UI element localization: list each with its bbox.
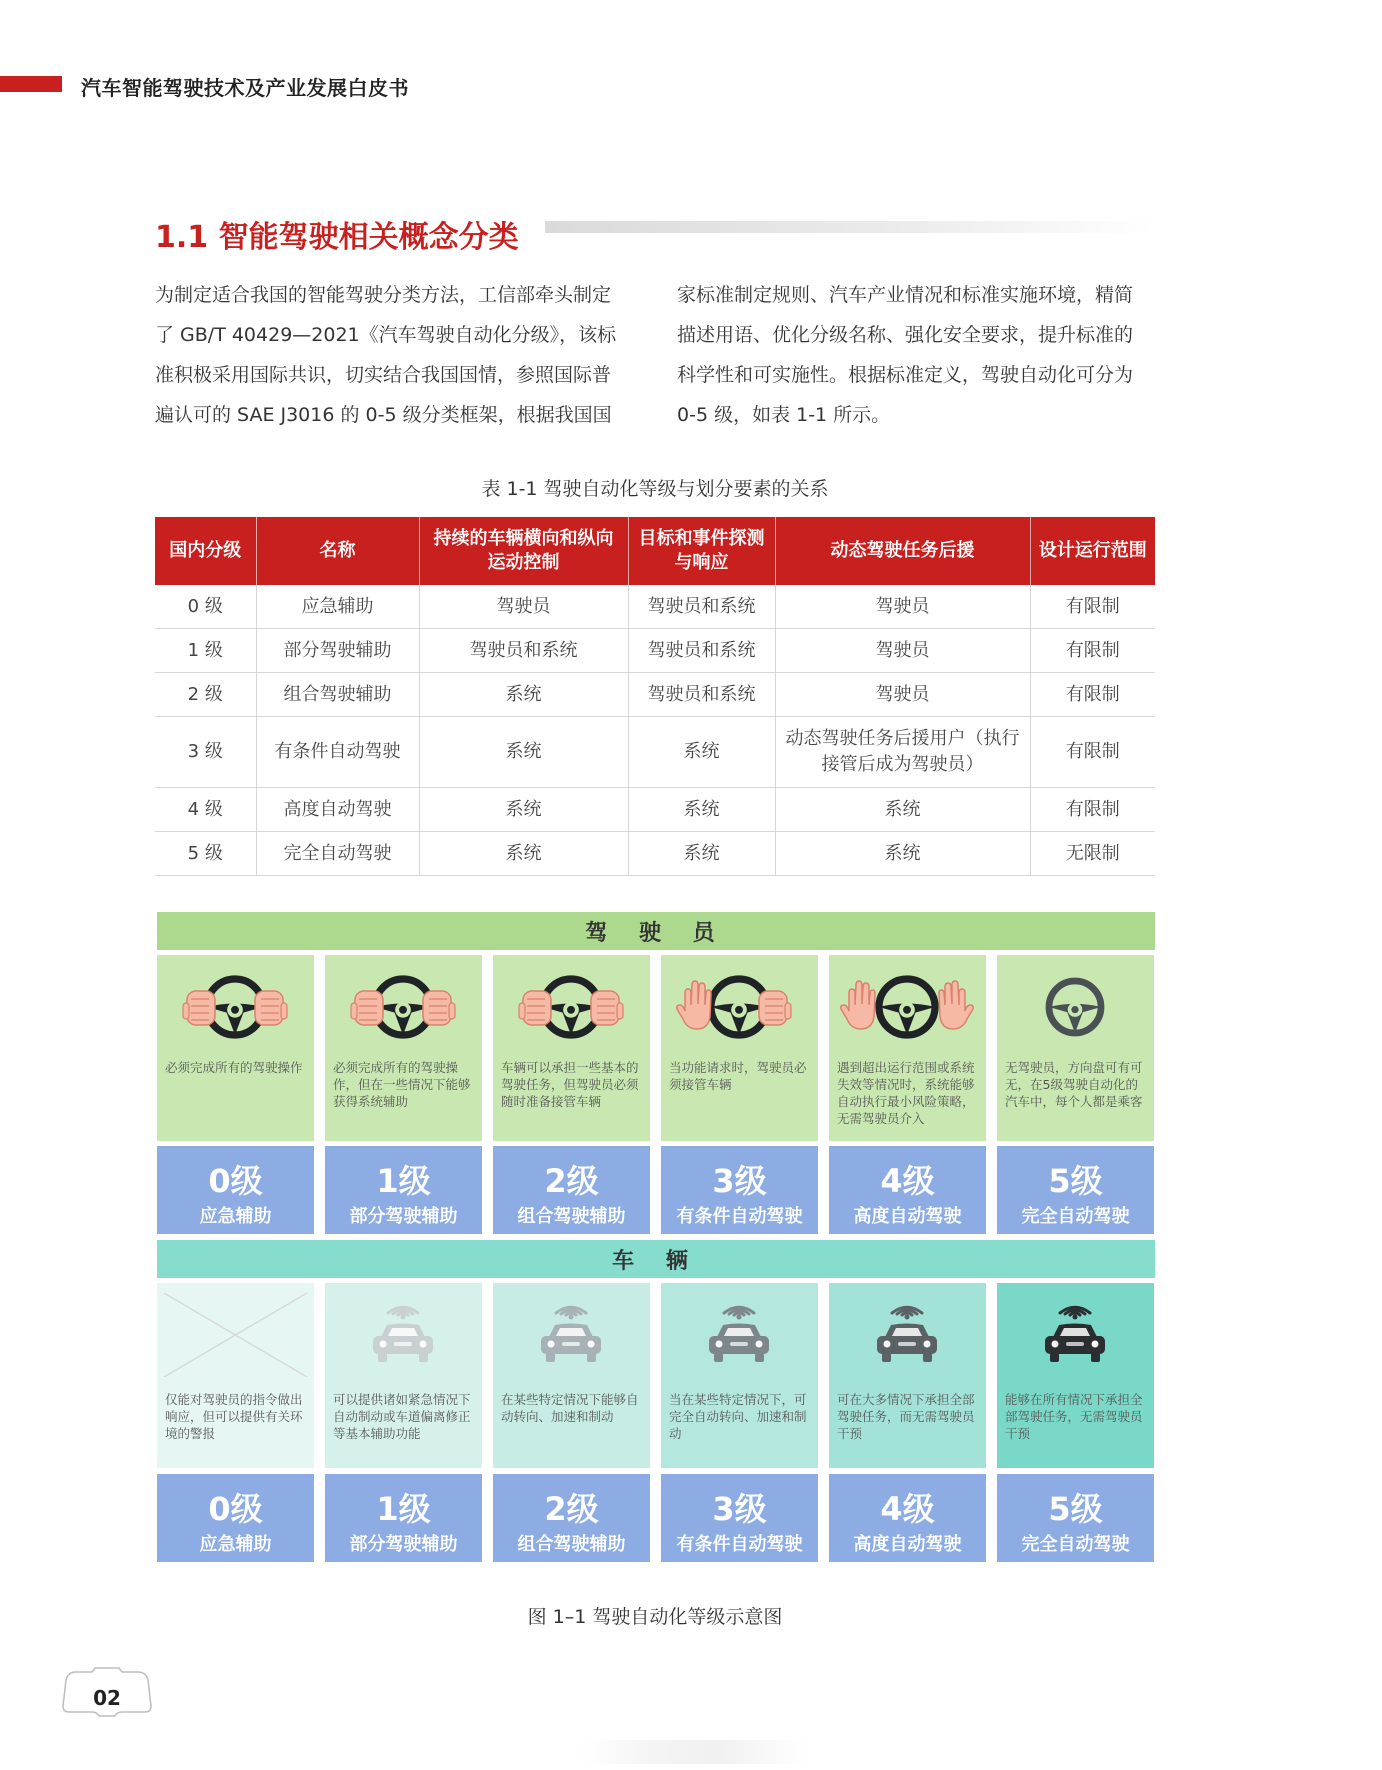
table-cell: 1 级 <box>155 629 256 673</box>
table-cell: 动态驾驶任务后援用户（执行接管后成为驾驶员） <box>775 717 1030 788</box>
level-label <box>493 1146 650 1234</box>
table-cell: 0 级 <box>155 585 256 629</box>
table-cell: 系统 <box>628 717 775 788</box>
vehicle-cell <box>325 1283 482 1468</box>
figure-caption: 图 1–1 驾驶自动化等级示意图 <box>527 1606 783 1628</box>
hands-on-wheel-icon <box>325 965 482 1049</box>
level-number: 2级 <box>544 1162 599 1200</box>
table-row <box>155 673 1155 717</box>
connected-car-icon <box>493 1293 650 1377</box>
document-title: 汽车智能驾驶技术及产业发展白皮书 <box>81 76 409 100</box>
level-label <box>997 1146 1154 1234</box>
vehicle-description: 可以提供诸如紧急情况下自动制动或车道偏离修正等基本辅助功能 <box>333 1392 471 1441</box>
intro-paragraph-right <box>677 275 1155 435</box>
table-cell: 组合驾驶辅助 <box>256 673 419 717</box>
table-cell: 5 级 <box>155 832 256 876</box>
open-hand-icon <box>939 981 973 1029</box>
level-label <box>325 1474 482 1562</box>
page-number: 02 <box>93 1686 121 1710</box>
vehicle-cell <box>997 1283 1154 1468</box>
level-name: 组合驾驶辅助 <box>517 1206 626 1227</box>
table-cell: 有限制 <box>1030 585 1155 629</box>
connected-car-icon <box>997 1293 1154 1377</box>
table-cell: 高度自动驾驶 <box>256 788 419 832</box>
table-cell: 系统 <box>775 788 1030 832</box>
table-row <box>155 717 1155 788</box>
level-number: 0级 <box>208 1490 263 1528</box>
page-number-badge <box>62 1666 152 1720</box>
hands-on-wheel-icon <box>325 965 482 1049</box>
level-label <box>661 1146 818 1234</box>
table-row <box>155 585 1155 629</box>
table-cell: 驾驶员 <box>419 585 628 629</box>
table-cell: 完全自动驾驶 <box>256 832 419 876</box>
level-number: 0级 <box>208 1162 263 1200</box>
level-number: 1级 <box>376 1162 431 1200</box>
hands-off-wheel-icon <box>829 965 986 1049</box>
vehicle-cell <box>661 1283 818 1468</box>
vehicle-cell <box>493 1283 650 1468</box>
connected-car-icon <box>541 1307 601 1362</box>
driver-cell <box>661 955 818 1141</box>
connected-car-icon <box>661 1293 818 1377</box>
level-name: 有条件自动驾驶 <box>676 1534 803 1555</box>
table-cell: 系统 <box>628 788 775 832</box>
hands-off-wheel-icon <box>829 965 986 1049</box>
connected-car-icon <box>373 1307 433 1362</box>
table-cell: 系统 <box>419 788 628 832</box>
connected-car-icon <box>997 1293 1154 1377</box>
table-cell: 驾驶员和系统 <box>628 673 775 717</box>
connected-car-icon <box>325 1293 482 1377</box>
driver-description: 无驾驶员，方向盘可有可无，在5级驾驶自动化的汽车中，每个人都是乘客 <box>1005 1060 1143 1109</box>
table-cell: 有限制 <box>1030 717 1155 788</box>
level-label <box>157 1474 314 1562</box>
vehicle-description: 能够在所有情况下承担全部驾驶任务，无需驾驶员干预 <box>1005 1392 1143 1441</box>
driver-description: 遇到超出运行范围或系统失效等情况时，系统能够自动执行最小风险策略，无需驾驶员介入 <box>837 1060 975 1126</box>
level-number: 3级 <box>712 1162 767 1200</box>
vehicle-description: 在某些特定情况下能够自动转向、加速和制动 <box>501 1392 639 1424</box>
hands-on-wheel-icon <box>493 965 650 1049</box>
table-cell: 有条件自动驾驶 <box>256 717 419 788</box>
table-cell: 驾驶员和系统 <box>419 629 628 673</box>
table-cell: 有限制 <box>1030 673 1155 717</box>
level-name: 应急辅助 <box>199 1534 272 1555</box>
table-cell: 部分驾驶辅助 <box>256 629 419 673</box>
hand-on-wheel-icon <box>519 991 551 1025</box>
one-hand-off-wheel-icon <box>661 965 818 1049</box>
connected-car-icon <box>829 1293 986 1377</box>
connected-car-icon <box>493 1293 650 1377</box>
level-label <box>325 1146 482 1234</box>
column-header: 持续的车辆横向和纵向运动控制 <box>419 517 628 585</box>
driver-band: 驾 驶 员 <box>157 912 1155 950</box>
level-number: 5级 <box>1048 1162 1103 1200</box>
table-cell: 驾驶员 <box>775 673 1030 717</box>
table-row <box>155 788 1155 832</box>
hands-on-wheel-icon <box>493 965 650 1049</box>
driver-cell <box>157 955 314 1141</box>
intro-paragraph-left <box>155 275 633 435</box>
paragraph-line: 了 GB/T 40429—2021《汽车驾驶自动化分级》，该标 <box>155 324 617 346</box>
crossed-placeholder-icon <box>157 1293 314 1377</box>
paragraph-line: 科学性和可实施性。根据标准定义，驾驶自动化可分为 <box>677 364 1134 386</box>
level-number: 4级 <box>880 1490 935 1528</box>
steering-wheel-icon <box>997 965 1154 1049</box>
vehicle-description: 当在某些特定情况下，可完全自动转向、加速和制动 <box>669 1392 807 1441</box>
connected-car-icon <box>877 1307 937 1362</box>
paragraph-line: 家标准制定规则、汽车产业情况和标准实施环境，精简 <box>677 284 1134 306</box>
paragraph-line: 为制定适合我国的智能驾驶分类方法，工信部牵头制定 <box>155 284 612 306</box>
steering-wheel-icon <box>1049 981 1101 1033</box>
driver-cell <box>325 955 482 1141</box>
connected-car-icon <box>709 1307 769 1362</box>
crossed-placeholder-icon <box>157 1293 314 1377</box>
table-header-row <box>155 517 1155 585</box>
hand-on-wheel-icon <box>183 991 215 1025</box>
open-hand-icon <box>841 981 875 1029</box>
vehicle-description: 可在大多情况下承担全部驾驶任务，而无需驾驶员干预 <box>837 1392 975 1441</box>
table-cell: 2 级 <box>155 673 256 717</box>
column-header: 动态驾驶任务后援 <box>775 517 1030 585</box>
table-cell: 驾驶员和系统 <box>628 585 775 629</box>
level-number: 2级 <box>544 1490 599 1528</box>
table-cell: 无限制 <box>1030 832 1155 876</box>
driver-description: 必须完成所有的驾驶操作，但在一些情况下能够获得系统辅助 <box>333 1060 471 1109</box>
driver-cell <box>493 955 650 1141</box>
driver-cell <box>997 955 1154 1141</box>
column-header: 目标和事件探测与响应 <box>628 517 775 585</box>
level-label <box>997 1474 1154 1562</box>
section-title: 1.1 智能驾驶相关概念分类 <box>155 220 519 255</box>
column-header: 名称 <box>256 517 419 585</box>
paragraph-line: 遍认可的 SAE J3016 的 0-5 级分类框架，根据我国国 <box>155 404 612 426</box>
connected-car-icon <box>661 1293 818 1377</box>
crossed-placeholder-icon <box>157 1293 314 1377</box>
driver-description: 当功能请求时，驾驶员必须接管车辆 <box>669 1060 807 1092</box>
driver-description: 车辆可以承担一些基本的驾驶任务，但驾驶员必须随时准备接管车辆 <box>501 1060 639 1109</box>
table-cell: 4 级 <box>155 788 256 832</box>
driver-description: 必须完成所有的驾驶操作 <box>165 1060 303 1075</box>
hand-on-wheel-icon <box>423 991 455 1025</box>
hand-on-wheel-icon <box>351 991 383 1025</box>
header-accent-bar <box>0 76 62 92</box>
one-hand-off-wheel-icon <box>661 965 818 1049</box>
table-cell: 应急辅助 <box>256 585 419 629</box>
open-hand-icon <box>677 981 711 1029</box>
table-cell: 驾驶员和系统 <box>628 629 775 673</box>
paragraph-line: 描述用语、优化分级名称、强化安全要求，提升标准的 <box>677 324 1134 346</box>
driver-cell <box>829 955 986 1141</box>
hand-on-wheel-icon <box>759 991 791 1025</box>
vehicle-cell <box>157 1283 314 1468</box>
connected-car-icon <box>325 1293 482 1377</box>
title-divider <box>545 221 1155 233</box>
table-row <box>155 832 1155 876</box>
table-cell: 系统 <box>775 832 1030 876</box>
table-cell: 3 级 <box>155 717 256 788</box>
hand-on-wheel-icon <box>591 991 623 1025</box>
vehicle-cell <box>829 1283 986 1468</box>
paragraph-line: 准积极采用国际共识，切实结合我国国情，参照国际普 <box>155 364 612 386</box>
level-name: 完全自动驾驶 <box>1021 1534 1130 1555</box>
table-cell: 驾驶员 <box>775 629 1030 673</box>
level-number: 5级 <box>1048 1490 1103 1528</box>
level-name: 应急辅助 <box>199 1206 272 1227</box>
hands-on-wheel-icon <box>157 965 314 1049</box>
hand-on-wheel-icon <box>255 991 287 1025</box>
steering-wheel-icon <box>997 965 1154 1049</box>
level-name: 组合驾驶辅助 <box>517 1534 626 1555</box>
paragraph-line: 0-5 级，如表 1-1 所示。 <box>677 404 891 426</box>
level-label <box>661 1474 818 1562</box>
table-cell: 系统 <box>419 832 628 876</box>
level-label <box>157 1146 314 1234</box>
table-caption: 表 1-1 驾驶自动化等级与划分要素的关系 <box>481 478 829 500</box>
level-label <box>829 1474 986 1562</box>
level-name: 高度自动驾驶 <box>853 1206 962 1227</box>
level-name: 完全自动驾驶 <box>1021 1206 1130 1227</box>
connected-car-icon <box>1045 1307 1105 1362</box>
table-row <box>155 629 1155 673</box>
table-cell: 系统 <box>419 717 628 788</box>
column-header: 国内分级 <box>155 517 256 585</box>
connected-car-icon <box>829 1293 986 1377</box>
table-cell: 驾驶员 <box>775 585 1030 629</box>
table-cell: 有限制 <box>1030 629 1155 673</box>
level-label <box>493 1474 650 1562</box>
level-name: 部分驾驶辅助 <box>349 1534 458 1555</box>
level-number: 3级 <box>712 1490 767 1528</box>
level-label <box>829 1146 986 1234</box>
level-number: 1级 <box>376 1490 431 1528</box>
level-name: 有条件自动驾驶 <box>676 1206 803 1227</box>
level-number: 4级 <box>880 1162 935 1200</box>
vehicle-description: 仅能对驾驶员的指令做出响应，但可以提供有关环境的警报 <box>165 1392 303 1441</box>
steering-wheel-icon <box>879 979 935 1035</box>
table-cell: 有限制 <box>1030 788 1155 832</box>
level-name: 部分驾驶辅助 <box>349 1206 458 1227</box>
table-cell: 系统 <box>628 832 775 876</box>
table-cell: 系统 <box>419 673 628 717</box>
vehicle-band: 车 辆 <box>157 1240 1155 1278</box>
automation-level-table <box>155 517 1155 876</box>
level-name: 高度自动驾驶 <box>853 1534 962 1555</box>
hands-on-wheel-icon <box>157 965 314 1049</box>
column-header: 设计运行范围 <box>1030 517 1155 585</box>
scan-smudge <box>580 1740 810 1764</box>
